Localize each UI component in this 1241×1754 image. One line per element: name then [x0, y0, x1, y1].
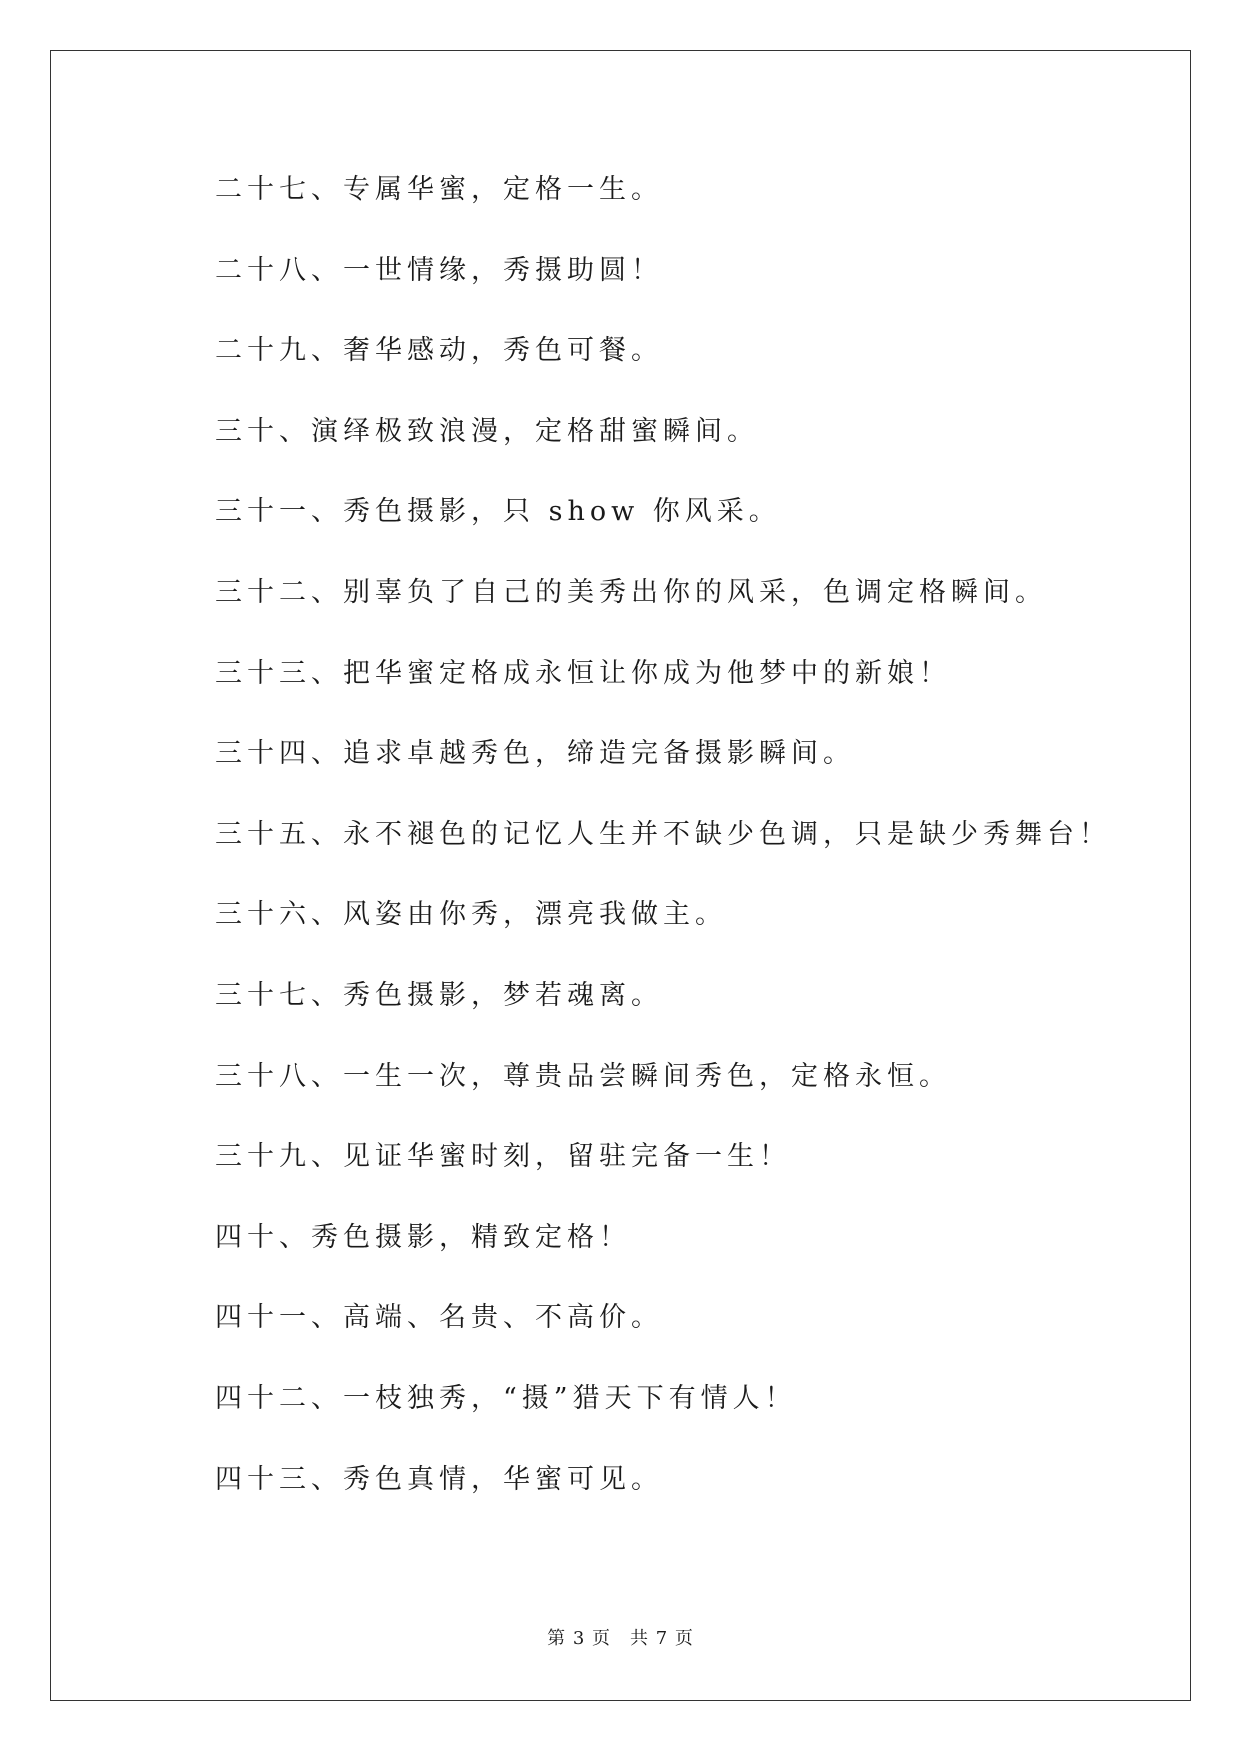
- list-item: 三十二、别辜负了自己的美秀出你的风采，色调定格瞬间。: [215, 576, 1047, 608]
- list-item: 四十、秀色摄影，精致定格！: [215, 1221, 631, 1253]
- list-item: 三十八、一生一次，尊贵品尝瞬间秀色，定格永恒。: [215, 1060, 951, 1092]
- list-item: 二十七、专属华蜜，定格一生。: [215, 174, 663, 205]
- list-item: 三十一、秀色摄影，只 show 你风采。: [215, 496, 781, 528]
- list-item: 三十三、把华蜜定格成永恒让你成为他梦中的新娘！: [215, 657, 951, 689]
- list-item: 三十五、永不褪色的记忆人生并不缺少色调，只是缺少秀舞台！: [215, 818, 1111, 850]
- list-item: 四十二、一枝独秀，“摄”猎天下有情人！: [215, 1382, 797, 1414]
- list-item: 三十七、秀色摄影，梦若魂离。: [215, 979, 663, 1011]
- list-item: 二十九、奢华感动，秀色可餐。: [215, 335, 663, 367]
- document-body: [215, 170, 1115, 1540]
- list-item: 三十六、风姿由你秀，漂亮我做主。: [215, 899, 727, 931]
- list-item: 三十四、追求卓越秀色，缔造完备摄影瞬间。: [215, 738, 855, 770]
- list-item: 二十八、一世情缘，秀摄助圆！: [215, 254, 663, 286]
- page-number-footer: 第 3 页 共 7 页: [547, 1628, 694, 1649]
- list-item: 四十一、高端、名贵、不高价。: [215, 1302, 663, 1334]
- list-item: 三十九、见证华蜜时刻，留驻完备一生！: [215, 1141, 791, 1173]
- list-item: 四十三、秀色真情，华蜜可见。: [215, 1463, 663, 1495]
- list-item: 三十、演绎极致浪漫，定格甜蜜瞬间。: [215, 415, 759, 447]
